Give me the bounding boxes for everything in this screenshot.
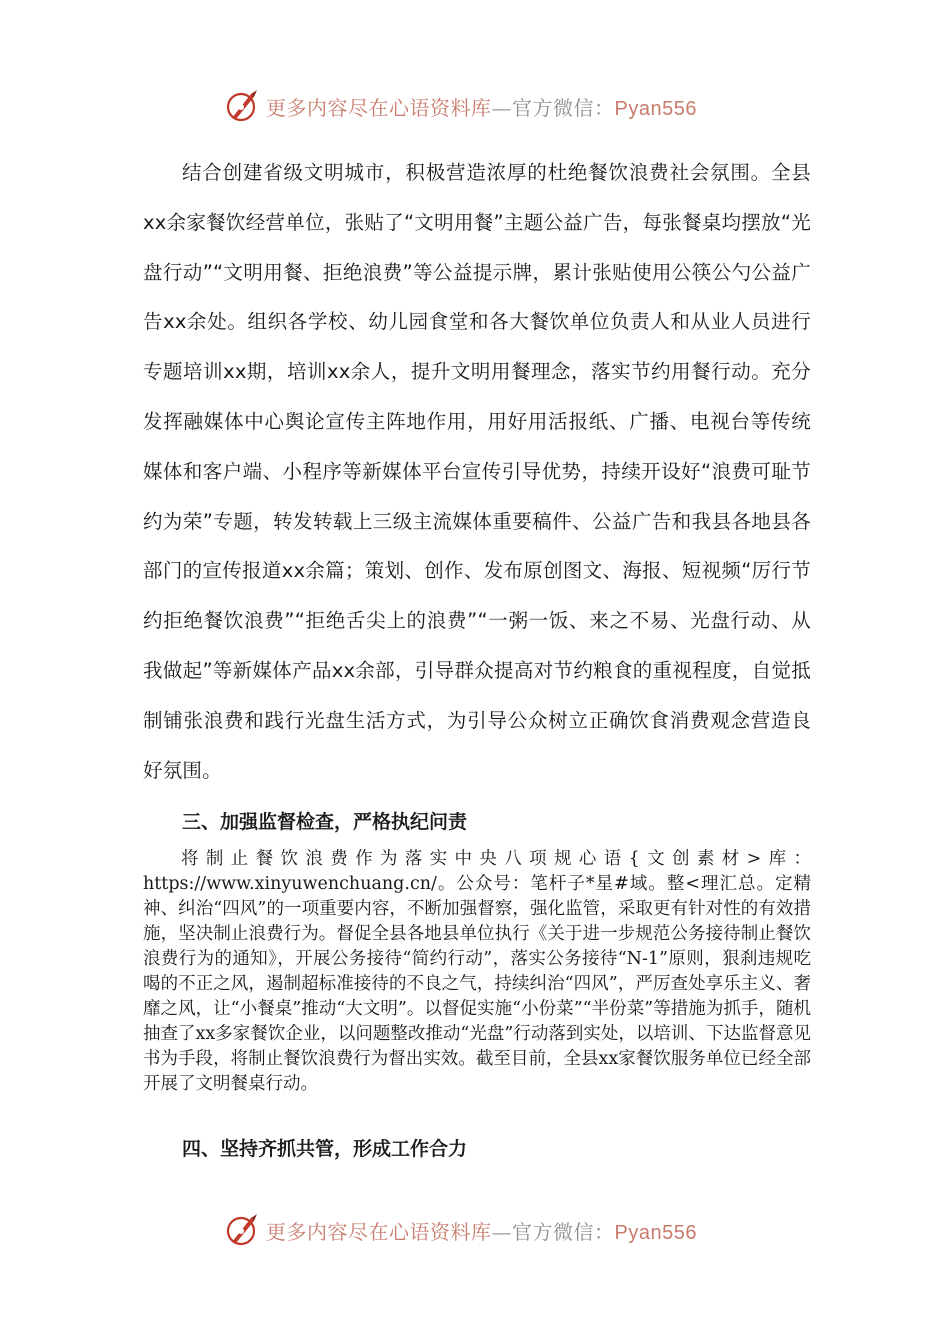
header-banner-text: 更多内容尽在心语资料库—官方微信：Pyan556 [266, 95, 697, 120]
section-heading-3: 三、加强监督检查，严格执纪问责 [182, 811, 468, 833]
footer-banner [224, 1210, 744, 1250]
section-heading-4: 四、坚持齐抓共管，形成工作合力 [182, 1138, 468, 1160]
quill-pen-logo-icon [224, 88, 260, 124]
footer-banner-text: 更多内容尽在心语资料库—官方微信：Pyan556 [266, 1219, 697, 1244]
header-banner [224, 86, 744, 126]
body-paragraph-2: 将制止餐饮浪费作为落实中央八项规心语{文创素材>库：https://www.xinyuwenchuang.cn/。公众号：笔杆子*星#域。整<理汇总。定精神、纠治“四风”的一项重要内容，不断加强督察，强化监管，采取更有针对性的有效措施，坚决制止浪费行为。督促全县各地县单位执行《关于进一步规范公务接待制止餐饮浪费行为的通知》，开展公务接待“简约行动”，落实公务接待“N-1”原则，狠刹违规吃喝的不正之风，遏制超标准接待的不良之气，持续纠治“四风”，严厉查处享乐主义、奢靡之风，让“小餐桌”推动“大文明”。以督促实施“小份菜”“半份菜”等措施为抓手，随机抽查了xx多家餐饮企业，以问题整改推动“光盘”行动落到实处，以培训、下达监督意见书为手段，将制止餐饮浪费行为督出实效。截至目前，全县xx家餐饮服务单位已经全部开展了文明餐桌行动。 [143, 849, 811, 1094]
quill-pen-logo-icon [224, 1212, 260, 1248]
body-paragraph-1: 结合创建省级文明城市，积极营造浓厚的杜绝餐饮浪费社会氛围。全县xx余家餐饮经营单位，张贴了“文明用餐”主题公益广告，每张餐桌均摆放“光盘行动”“文明用餐、拒绝浪费”等公益提示牌，累计张贴使用公筷公勺公益广告xx余处。组织各学校、幼儿园食堂和各大餐饮单位负责人和从业人员进行专题培训xx期，培训xx余人，提升文明用餐理念，落实节约用餐行动。充分发挥融媒体中心舆论宣传主阵地作用，用好用活报纸、广播、电视台等传统媒体和客户端、小程序等新媒体平台宣传引导优势，持续开设好“浪费可耻节约为荣”专题，转发转载上三级主流媒体重要稿件、公益广告和我县各地县各部门的宣传报道xx余篇；策划、创作、发布原创图文、海报、短视频“厉行节约拒绝餐饮浪费”“拒绝舌尖上的浪费”“一粥一饭、来之不易、光盘行动、从我做起”等新媒体产品xx余部，引导群众提高对节约粮食的重视程度，自觉抵制铺张浪费和践行光盘生活方式，为引导公众树立正确饮食消费观念营造良好氛围。 [143, 161, 811, 782]
